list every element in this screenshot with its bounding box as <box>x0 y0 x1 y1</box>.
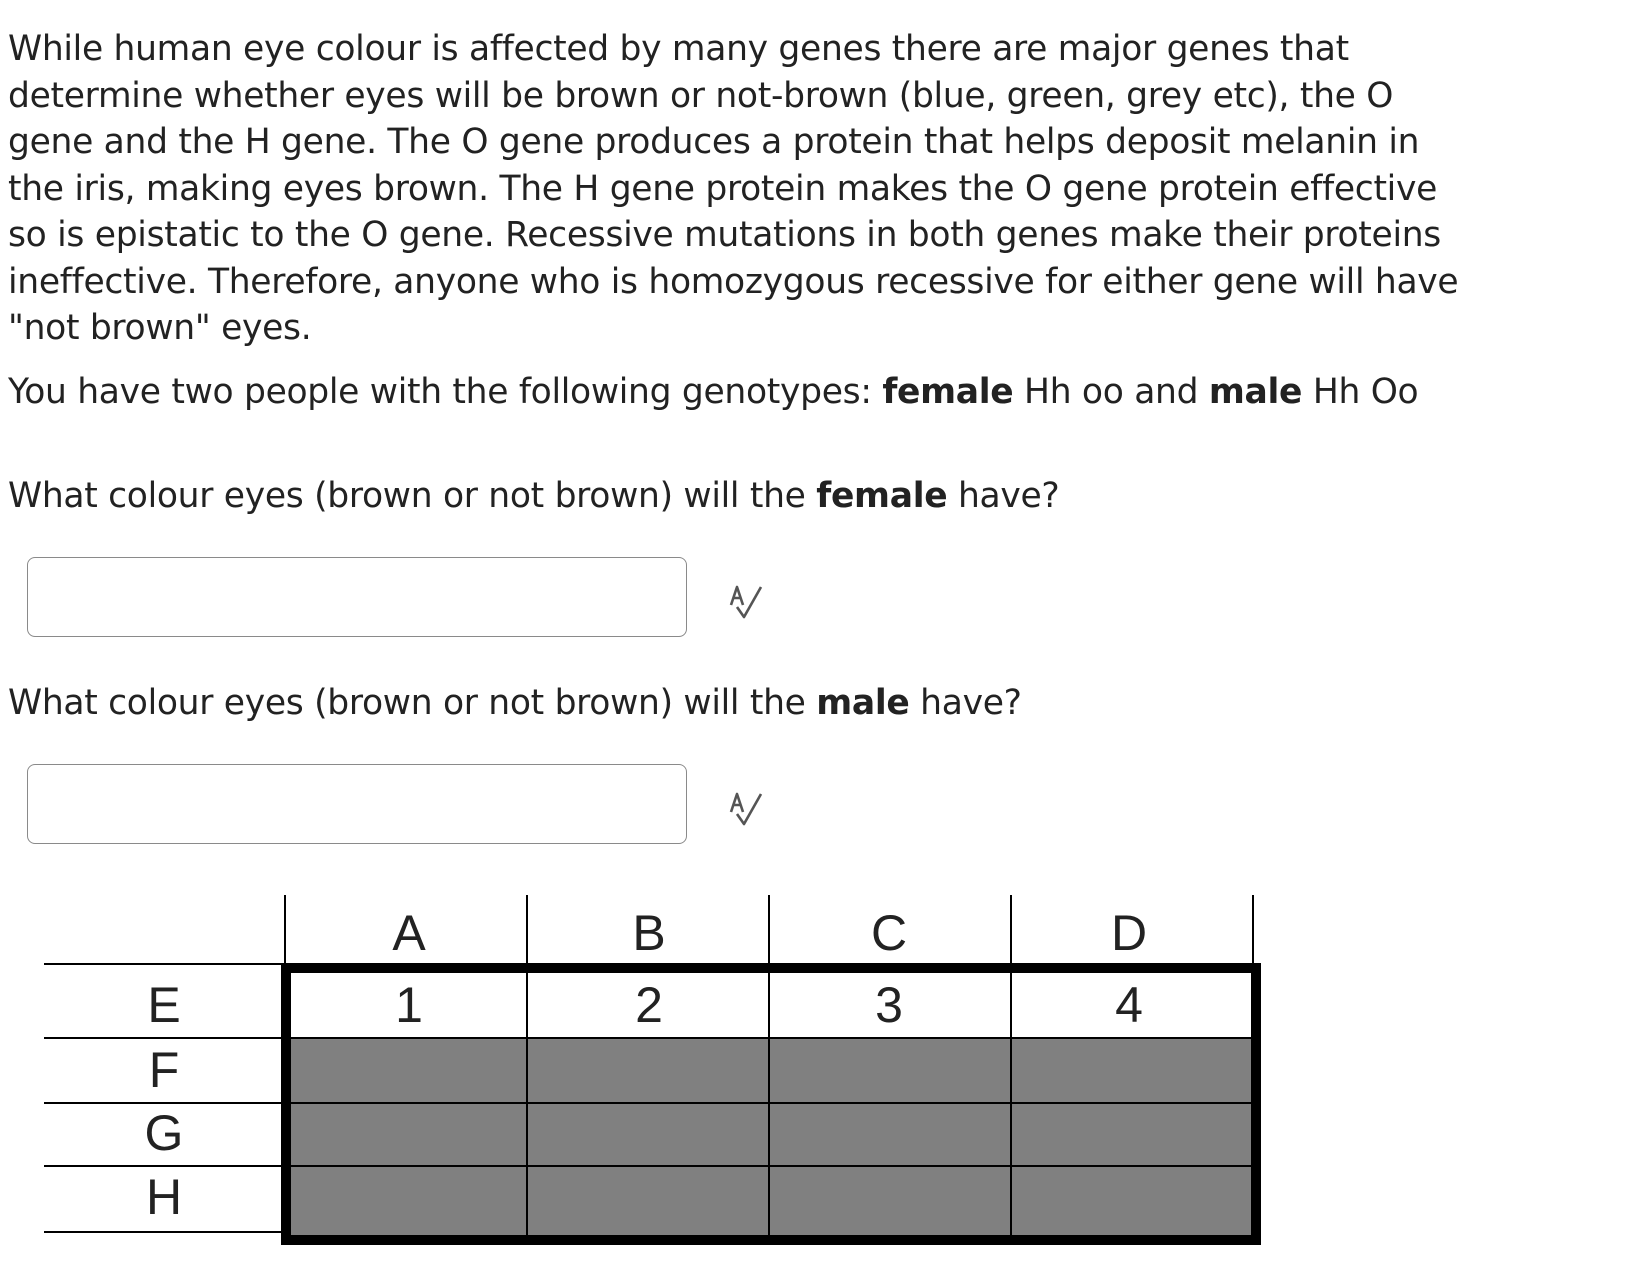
male-genotype: Hh Oo <box>1302 372 1419 412</box>
genotypes-statement <box>8 369 1418 415</box>
intro-paragraph: While human eye colour is affected by many genes there are major genes that determine whether eyes will be brown or not-brown (blue, green, grey etc), the O gene and the H gene. The O gene produces a protein that helps deposit melanin in the iris, making eyes brown. The H gene protein makes the O gene protein effective so is epistatic to the O gene. Recessive mutations in both genes make their proteins ineffective. Therefore, anyone who is homozygous recessive for either gene will have "not brown" eyes. <box>8 29 1459 348</box>
cell-c1[interactable]: 3 <box>875 977 903 1033</box>
row-header-f: F <box>148 1042 180 1098</box>
female-answer-input[interactable] <box>27 557 687 637</box>
row-header-e: E <box>147 977 181 1033</box>
column-header-b: B <box>632 905 666 961</box>
column-header-c: C <box>870 905 908 961</box>
row-header-g: G <box>144 1105 184 1161</box>
spellcheck-icon[interactable] <box>725 581 769 625</box>
female-label: female <box>882 372 1014 412</box>
spreadsheet-grid <box>44 895 1264 1255</box>
cell-b1[interactable]: 2 <box>635 977 663 1033</box>
female-genotype: Hh oo and <box>1013 372 1209 412</box>
male-label: male <box>1208 372 1303 412</box>
male-answer-input[interactable] <box>27 764 687 844</box>
row-header-h: H <box>145 1169 183 1225</box>
column-header-d: D <box>1110 905 1148 961</box>
question-female-bold: female <box>816 476 948 516</box>
question-male-suffix: have? <box>909 683 1022 723</box>
question-male-bold: male <box>816 683 910 723</box>
question-female <box>8 473 1059 519</box>
genotypes-prefix: You have two people with the following genotypes: <box>8 372 883 412</box>
question-male <box>8 680 1022 726</box>
column-header-a: A <box>392 905 426 961</box>
question-female-prefix: What colour eyes (brown or not brown) will the <box>8 476 817 516</box>
question-female-suffix: have? <box>947 476 1060 516</box>
question-male-prefix: What colour eyes (brown or not brown) will the <box>8 683 817 723</box>
cell-d1[interactable]: 4 <box>1115 977 1143 1033</box>
spellcheck-icon[interactable] <box>725 788 769 832</box>
cell-a1[interactable]: 1 <box>395 977 423 1033</box>
